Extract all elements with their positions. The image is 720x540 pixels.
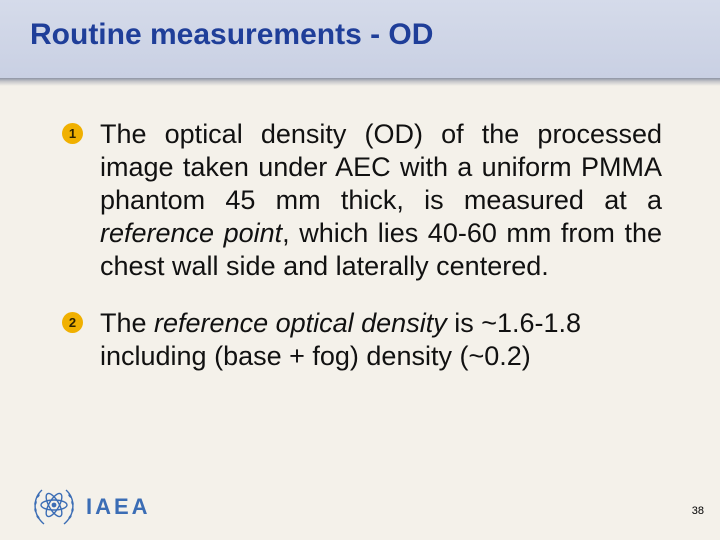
bullet-item-2 [62,307,662,373]
bullet-text-1 [100,118,662,283]
slide-title: Routine measurements - OD [30,18,434,51]
bullet-text-2-emphasis: reference optical density [154,308,447,338]
bullet-item-1 [62,118,662,283]
bullet-text-1-emphasis: reference point [100,218,283,248]
bullet-text-2-end: is ~1.6-1.8 including (base + fog) density (~0.2) [100,308,582,371]
bullet-text-2-start: The [100,308,155,338]
bullet-number-2: 2 [62,312,83,333]
bullet-list [62,118,662,397]
bullet-text-1-start: The optical density (OD) of the processed image taken under AEC with a uniform PMMA phantom 45 mm thick, is measured at a [100,119,662,215]
iaea-logo [28,482,156,530]
bullet-text-2 [100,307,662,373]
iaea-logo-text: IAEA [86,494,151,519]
bullet-text-1-end: , which lies 40-60 mm from the chest wall side and laterally centered. [100,218,662,281]
page-number: 38 [691,505,704,517]
atom-laurel-emblem-icon [28,482,80,530]
bullet-number-1: 1 [62,123,83,144]
header-divider [0,78,720,86]
